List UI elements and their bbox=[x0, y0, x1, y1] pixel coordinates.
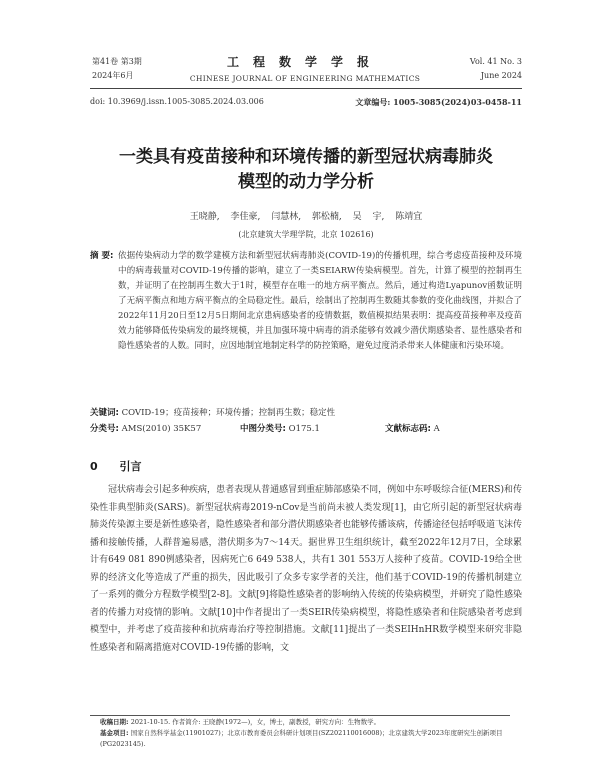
footnote-divider bbox=[90, 715, 510, 716]
keywords-label: 关键词: bbox=[90, 408, 119, 418]
volume-issue-cn: 第41卷 第3期 bbox=[92, 57, 142, 66]
date-en: June 2024 bbox=[480, 71, 522, 80]
intro-paragraph: 冠状病毒会引起多种疾病，患者表现从普通感冒到重症肺部感染不同，例如中东呼吸综合征(MERS)和传染性非典型肺炎(SARS)。新型冠状病毒2019-nCov是当前尚未被人类发现[1]，由它所引起的新型冠状病毒肺炎传染源主要是新性感染者，隐性感染者和部分潜伏期感染者也能够传播该病，传播途径包括呼吸道飞沫传播和接触传播，人群普遍易感，潜伏期多为7～14天。据世界卫生组织统计，截至2022年12月7日，全球累计有649 081 890例感染者，因病死亡6 649 538人，共有1 301 553万人接种了疫苗。COVID-19给全世界的经济文化等造成了严重的损失，因此吸引了众多专家学者的关注，他们基于COVID-19的传播机制建立了一系列的微分方程数学模型[2-8]。文献[9]将隐性感染者的影响纳入传统的传染病模型，并研究了隐性感染者的传播力对疫情的影响。文献[10]中作者提出了一类SEIR传染病模型，将隐性感染者和住院感染者考虑到模型中，并考虑了疫苗接种和抗病毒治疗等控制措施。文献[11]提出了一类SEIHnHR数学模型来研究非隐性感染者和隔离措施对COVID-19传播的影响，文 bbox=[90, 485, 523, 653]
class-label: 分类号: bbox=[90, 424, 119, 434]
authors: 王晓静, 李佳豪, 闫慧林, 郭松楠, 吴 宇, 陈靖宜 bbox=[189, 212, 423, 222]
classification-line bbox=[90, 422, 522, 434]
doc-code-value: A bbox=[433, 424, 440, 434]
clc-label: 中图分类号: bbox=[240, 424, 286, 434]
abstract-label: 摘 要: bbox=[90, 251, 114, 261]
journal-title-en: CHINESE JOURNAL OF ENGINEERING MATHEMATICS bbox=[189, 74, 421, 83]
section-title: 引言 bbox=[119, 460, 142, 473]
journal-title-cn: 工程数学学报 bbox=[226, 55, 383, 69]
volume-issue-en: Vol. 41 No. 3 bbox=[469, 57, 522, 66]
footnote-received-text: 2021-10-15. 作者简介: 王晓静(1972—)，女，博士，副教授，研究方向：生物数学。 bbox=[130, 718, 381, 726]
doc-code-label: 文献标志码: bbox=[385, 424, 431, 434]
abstract-text: 依据传染病动力学的数学建模方法和新型冠状病毒肺炎(COVID-19)的传播机理，综合考虑疫苗接种及环境中的病毒载量对COVID-19传播的影响，建立了一类SEIARW传染病模型。首先，计算了模型的控制再生数，并证明了在控制再生数大于1时，模型存在唯一的地方病平衡点。然后，通过构造Lyapunov函数证明了无病平衡点和地方病平衡点的全局稳定性。最后，绘制出了控制再生数随其参数的变化曲线图，并拟合了2022年11月20日至12月5日期间北京患病感染者的疫情数据，数值模拟结果表明：提高疫苗接种率及疫苗效力能够降低传染病发的最终规模，并且加强环境中病毒的消杀能够有效减少潜伏期感染者、显性感染者和隐性感染者的人数。同时，应因地制宜地制定科学的防控策略，避免过度消杀带来人体健康和污染环境。 bbox=[118, 251, 522, 351]
footnotes bbox=[100, 717, 522, 750]
footnote-received-label: 收稿日期: bbox=[100, 718, 129, 726]
header-center bbox=[145, 53, 465, 83]
date-cn: 2024年6月 bbox=[92, 71, 134, 80]
affiliation: (北京建筑大学理学院，北京 102616) bbox=[238, 230, 374, 239]
title-line-1: 一类具有疫苗接种和环境传播的新型冠状病毒肺炎 bbox=[119, 147, 493, 167]
section-heading bbox=[90, 458, 142, 474]
doi-line bbox=[90, 97, 522, 108]
header-divider bbox=[90, 88, 522, 89]
header-left bbox=[92, 55, 142, 83]
header-right bbox=[470, 55, 522, 83]
clc-value: O175.1 bbox=[288, 424, 320, 434]
section-number: 0 bbox=[90, 460, 98, 473]
footnote-received bbox=[100, 717, 522, 728]
keywords-text: COVID-19；疫苗接种；环境传播；控制再生数；稳定性 bbox=[121, 408, 336, 418]
clc-number bbox=[240, 422, 385, 434]
doi: doi: 10.3969/j.issn.1005-3085.2024.03.006 bbox=[90, 97, 264, 106]
document-code bbox=[385, 422, 440, 434]
footnote-fund-text: 国家自然科学基金(11901027)；北京市教育委员会科研计划项目(SZ202110016008)；北京建筑大学2023年度研究生创新项目(PG2023145). bbox=[100, 729, 503, 748]
class-value: AMS(2010) 35K57 bbox=[121, 424, 202, 434]
article-number: 文章编号: 1005-3085(2024)03-0458-11 bbox=[355, 97, 522, 107]
paper-title bbox=[90, 145, 522, 195]
footnote-fund-label: 基金项目: bbox=[100, 729, 129, 737]
keywords bbox=[90, 406, 522, 418]
footnote-fund bbox=[100, 728, 522, 750]
class-number bbox=[90, 422, 240, 434]
abstract bbox=[90, 249, 522, 354]
title-line-2: 模型的动力学分析 bbox=[238, 172, 374, 192]
